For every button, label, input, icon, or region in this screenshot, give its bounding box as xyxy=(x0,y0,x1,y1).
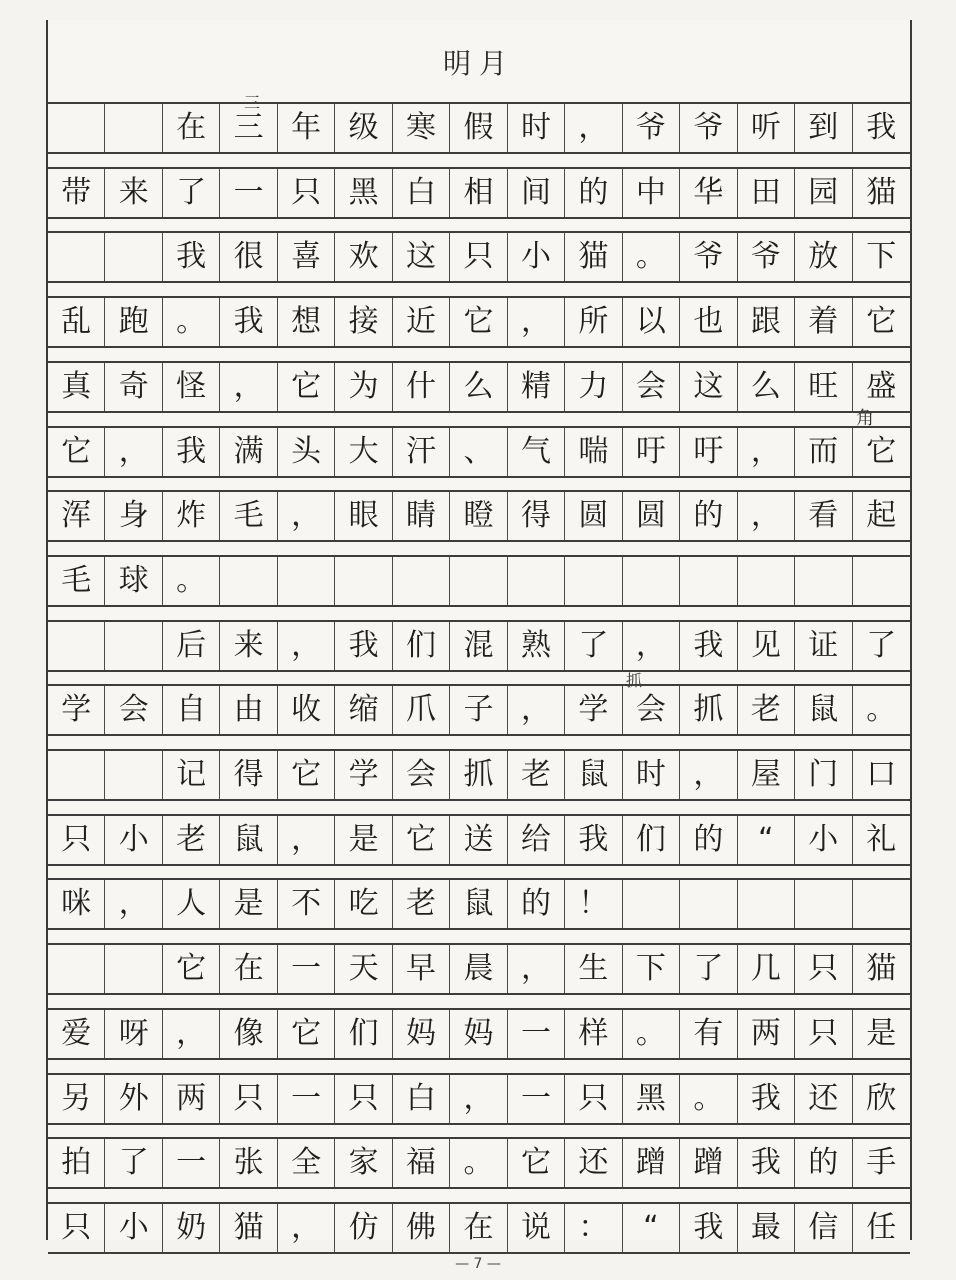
grid-cell: 。 xyxy=(866,692,897,728)
grid-cell: 得 xyxy=(508,492,565,540)
grid-cell: 。 xyxy=(163,557,220,605)
grid-cell: 近 xyxy=(393,298,450,346)
grid-cell: 欣 xyxy=(866,1080,897,1116)
grid-cell: 们 xyxy=(335,1010,392,1058)
grid-cell: 吁 xyxy=(623,428,680,476)
insert-note: 抓 xyxy=(626,671,643,690)
grid-cell: 气 xyxy=(508,428,565,476)
grid-cell: 来 xyxy=(105,169,162,217)
grid-cell: 黑 xyxy=(623,1075,680,1123)
grid-cell xyxy=(450,557,507,605)
grid-cell: 猫 xyxy=(866,951,897,987)
grid-cell: 爷 xyxy=(623,104,680,152)
grid-cell: 来 xyxy=(220,622,277,670)
grid-cell: 奶 xyxy=(163,1204,220,1252)
grid-cell xyxy=(48,945,105,993)
grid-cell: ， xyxy=(508,298,565,346)
grid-cell: 圆 xyxy=(565,492,622,540)
grid-cell: 小 xyxy=(105,816,162,864)
grid-cell: 这 xyxy=(680,363,737,411)
grid-cell xyxy=(623,880,680,928)
grid-cell: 我 xyxy=(738,1075,795,1123)
grid-row xyxy=(48,102,910,154)
grid-cell: 有 xyxy=(680,1010,737,1058)
grid-cell: 只 xyxy=(335,1075,392,1123)
grid-cell: 也 xyxy=(680,298,737,346)
grid-cell: 混 xyxy=(450,622,507,670)
grid-cell: 喘 xyxy=(565,428,622,476)
grid-cell: ， xyxy=(450,1075,507,1123)
grid-cell: 只 xyxy=(450,233,507,281)
grid-cell xyxy=(680,880,737,928)
grid-cell: 在 xyxy=(220,945,277,993)
grid-cell: 爷 xyxy=(680,104,737,152)
grid-cell: 天 xyxy=(335,945,392,993)
grid-cell: 是 xyxy=(220,880,277,928)
grid-cell: 给 xyxy=(508,816,565,864)
grid-cell: 么 xyxy=(738,363,795,411)
grid-cell: 黑 xyxy=(335,169,392,217)
grid-cell: 是 xyxy=(335,816,392,864)
grid-cell: 跑 xyxy=(105,298,162,346)
grid-cell xyxy=(680,557,737,605)
grid-cell xyxy=(105,104,162,152)
grid-cell: 它 xyxy=(450,298,507,346)
grid-cell: 抓 xyxy=(680,686,737,734)
grid-cell: ， xyxy=(508,945,565,993)
grid-cell: 。 xyxy=(450,1139,507,1187)
grid-cell: 睛 xyxy=(393,492,450,540)
grid-cell: 张 xyxy=(220,1139,277,1187)
grid-cell: 说 xyxy=(508,1204,565,1252)
grid-cell: 一 xyxy=(278,1075,335,1123)
grid-cell: 证 xyxy=(795,622,852,670)
grid-cell: 福 xyxy=(393,1139,450,1187)
grid-cell: ， xyxy=(565,104,622,152)
grid-cell: 到 xyxy=(795,104,852,152)
grid-cell: 寒 xyxy=(393,104,450,152)
grid-cell xyxy=(105,233,162,281)
grid-cell: 。 xyxy=(623,1010,680,1058)
grid-cell: 学 xyxy=(565,686,622,734)
grid-cell: 所 xyxy=(565,298,622,346)
grid-row xyxy=(48,167,910,219)
grid-cell: 信 xyxy=(795,1204,852,1252)
grid-cell: 爱 xyxy=(48,1010,105,1058)
grid-cell: 为 xyxy=(335,363,392,411)
grid-cell: 真 xyxy=(48,363,105,411)
grid-cell: 它 xyxy=(866,433,897,469)
grid-cell: 老 xyxy=(163,816,220,864)
grid-cell: ， xyxy=(738,492,795,540)
grid-cell: 只 xyxy=(220,1075,277,1123)
grid-cell: 只 xyxy=(278,169,335,217)
grid-cell xyxy=(335,557,392,605)
grid-cell: 一 xyxy=(163,1139,220,1187)
grid-cell: 而 xyxy=(795,428,852,476)
grid-cell: 一 xyxy=(508,1010,565,1058)
grid-cell: 外 xyxy=(105,1075,162,1123)
grid-cell: 任 xyxy=(866,1209,897,1245)
grid-cell: 几 xyxy=(738,945,795,993)
grid-cell: 看 xyxy=(795,492,852,540)
grid-cell: 由 xyxy=(220,686,277,734)
margin-note: 三 xyxy=(244,93,261,112)
grid-cell: 会 xyxy=(623,686,680,734)
grid-cell: ， xyxy=(220,363,277,411)
grid-cell: 旺 xyxy=(795,363,852,411)
grid-cell: 接 xyxy=(335,298,392,346)
grid-cell: 下 xyxy=(623,945,680,993)
grid-cell: 只 xyxy=(795,1010,852,1058)
grid-cell: 妈 xyxy=(393,1010,450,1058)
grid-cell: 白 xyxy=(393,169,450,217)
grid-cell: 我 xyxy=(565,816,622,864)
grid-row xyxy=(48,231,910,283)
grid-cell: 以 xyxy=(623,298,680,346)
grid-cell: 手 xyxy=(866,1145,897,1181)
grid-cell: 记 xyxy=(163,751,220,799)
grid-cell xyxy=(105,751,162,799)
grid-cell: 学 xyxy=(48,686,105,734)
grid-cell: 炸 xyxy=(163,492,220,540)
page-footer: — 7 — xyxy=(455,1256,501,1272)
grid-cell: 了 xyxy=(163,169,220,217)
grid-cell: ， xyxy=(105,428,162,476)
grid-cell: 。 xyxy=(680,1075,737,1123)
essay-title: 明月 xyxy=(442,47,515,80)
grid-cell: 它 xyxy=(163,945,220,993)
grid-cell: 会 xyxy=(105,686,162,734)
grid-cell xyxy=(393,557,450,605)
grid-cell: 满 xyxy=(220,428,277,476)
grid-cell: 我 xyxy=(163,428,220,476)
grid-cell: 妈 xyxy=(450,1010,507,1058)
grid-cell xyxy=(220,557,277,605)
grid-cell: 两 xyxy=(738,1010,795,1058)
grid-row xyxy=(48,943,910,995)
grid-cell: 了 xyxy=(680,945,737,993)
grid-cell xyxy=(738,880,795,928)
grid-cell: ， xyxy=(278,622,335,670)
grid-cell: ， xyxy=(738,428,795,476)
grid-cell: 它 xyxy=(278,751,335,799)
grid-row xyxy=(48,296,910,348)
grid-cell: 年 xyxy=(278,104,335,152)
grid-cell: 它 xyxy=(48,428,105,476)
grid-cell: 的 xyxy=(565,169,622,217)
grid-cell: ， xyxy=(278,816,335,864)
grid-cell: 猫 xyxy=(220,1204,277,1252)
grid-cell: 佛 xyxy=(393,1204,450,1252)
grid-cell: 放 xyxy=(795,233,852,281)
grid-cell: 最 xyxy=(738,1204,795,1252)
grid-cell: 老 xyxy=(393,880,450,928)
grid-cell: 的 xyxy=(680,816,737,864)
grid-cell: 只 xyxy=(48,816,105,864)
grid-cell: 另 xyxy=(48,1075,105,1123)
grid-row xyxy=(48,1137,910,1189)
grid-cell: 呀 xyxy=(105,1010,162,1058)
grid-cell xyxy=(623,557,680,605)
grid-cell xyxy=(48,233,105,281)
grid-cell: 毛 xyxy=(220,492,277,540)
grid-cell: 下 xyxy=(866,239,897,275)
grid-cell: 我 xyxy=(335,622,392,670)
grid-cell: 怪 xyxy=(163,363,220,411)
grid-cell: 我 xyxy=(866,110,897,145)
grid-cell: 像 xyxy=(220,1010,277,1058)
grid-cell: 小 xyxy=(508,233,565,281)
grid-cell: 鼠 xyxy=(795,686,852,734)
grid-cell: 两 xyxy=(163,1075,220,1123)
grid-row xyxy=(48,426,910,478)
grid-cell: 屋 xyxy=(738,751,795,799)
grid-cell: 咪 xyxy=(48,880,105,928)
grid-cell: 猫 xyxy=(866,174,897,210)
grid-cell: 我 xyxy=(680,622,737,670)
grid-cell: 门 xyxy=(795,751,852,799)
grid-cell xyxy=(565,557,622,605)
grid-cell: 么 xyxy=(450,363,507,411)
grid-cell: 鼠 xyxy=(450,880,507,928)
grid-cell xyxy=(795,880,852,928)
grid-cell xyxy=(738,557,795,605)
composition-sheet xyxy=(46,20,912,1245)
grid-cell: 三 xyxy=(220,104,277,152)
grid-cell: 们 xyxy=(393,622,450,670)
grid-cell: 一 xyxy=(220,169,277,217)
grid-cell xyxy=(795,557,852,605)
grid-cell: 级 xyxy=(335,104,392,152)
grid-cell xyxy=(48,751,105,799)
grid-cell: 生 xyxy=(565,945,622,993)
grid-cell: 全 xyxy=(278,1139,335,1187)
grid-cell xyxy=(48,622,105,670)
grid-cell: 毛 xyxy=(48,557,105,605)
grid-cell: 只 xyxy=(565,1075,622,1123)
grid-cell: 我 xyxy=(220,298,277,346)
grid-cell: 晨 xyxy=(450,945,507,993)
grid-cell: ： xyxy=(565,1204,622,1252)
grid-cell: 会 xyxy=(623,363,680,411)
grid-row xyxy=(48,620,910,672)
grid-cell: 我 xyxy=(163,233,220,281)
grid-cell: 。 xyxy=(623,233,680,281)
grid-cell: 盛 xyxy=(866,368,897,404)
grid-cell: 田 xyxy=(738,169,795,217)
grid-cell: ， xyxy=(105,880,162,928)
grid-cell: ！ xyxy=(565,880,622,928)
grid-cell: 带 xyxy=(48,169,105,217)
grid-cell: 很 xyxy=(220,233,277,281)
grid-cell xyxy=(48,104,105,152)
grid-cell: 它 xyxy=(278,1010,335,1058)
grid-cell: 球 xyxy=(105,557,162,605)
grid-cell: 华 xyxy=(680,169,737,217)
grid-cell: 精 xyxy=(508,363,565,411)
grid-cell: 老 xyxy=(508,751,565,799)
grid-row xyxy=(48,1073,910,1125)
grid-cell: 得 xyxy=(220,751,277,799)
grid-cell: 。 xyxy=(163,298,220,346)
grid-cell: 了 xyxy=(105,1139,162,1187)
grid-cell: 间 xyxy=(508,169,565,217)
grid-cell: 不 xyxy=(278,880,335,928)
grid-cell: 大 xyxy=(335,428,392,476)
grid-cell: 起 xyxy=(866,498,897,534)
grid-cell: 头 xyxy=(278,428,335,476)
grid-row xyxy=(48,684,910,736)
grid-cell: 相 xyxy=(450,169,507,217)
grid-cell: 收 xyxy=(278,686,335,734)
grid-cell xyxy=(105,945,162,993)
grid-cell: ， xyxy=(278,1204,335,1252)
grid-cell: “ xyxy=(623,1204,680,1252)
grid-cell: 园 xyxy=(795,169,852,217)
grid-cell: 时 xyxy=(508,104,565,152)
grid-cell: 它 xyxy=(508,1139,565,1187)
grid-cell: 只 xyxy=(48,1204,105,1252)
grid-cell: 缩 xyxy=(335,686,392,734)
grid-cell: 什 xyxy=(393,363,450,411)
grid-cell: 的 xyxy=(680,492,737,540)
grid-cell: 了 xyxy=(565,622,622,670)
grid-row xyxy=(48,361,910,413)
grid-cell: 了 xyxy=(866,627,897,663)
grid-cell: 礼 xyxy=(866,821,897,857)
grid-row xyxy=(48,555,910,607)
grid-cell: 小 xyxy=(795,816,852,864)
grid-cell: 着 xyxy=(795,298,852,346)
grid-cell: 我 xyxy=(680,1204,737,1252)
grid-cell: 猫 xyxy=(565,233,622,281)
grid-cell: ， xyxy=(278,492,335,540)
grid-cell: 在 xyxy=(163,104,220,152)
grid-row xyxy=(48,878,910,930)
grid-cell: 口 xyxy=(866,757,897,792)
grid-cell: 样 xyxy=(565,1010,622,1058)
grid-cell: 学 xyxy=(335,751,392,799)
grid-cell: 抓 xyxy=(450,751,507,799)
grid-cell: 它 xyxy=(866,304,897,340)
grid-cell: 爪 xyxy=(393,686,450,734)
grid-cell: 还 xyxy=(795,1075,852,1123)
grid-cell xyxy=(278,557,335,605)
grid-cell: 会 xyxy=(393,751,450,799)
grid-cell: “ xyxy=(738,816,795,864)
grid-cell: 见 xyxy=(738,622,795,670)
grid-cell: 小 xyxy=(105,1204,162,1252)
grid-row xyxy=(48,1008,910,1060)
grid-cell: 的 xyxy=(508,880,565,928)
grid-cell: 奇 xyxy=(105,363,162,411)
insert-note: 角 xyxy=(856,408,874,429)
grid-cell: 自 xyxy=(163,686,220,734)
grid-cell: 乱 xyxy=(48,298,105,346)
grid-cell: 鼠 xyxy=(565,751,622,799)
grid-cell: 跟 xyxy=(738,298,795,346)
grid-cell: 假 xyxy=(450,104,507,152)
grid-cell: 吁 xyxy=(680,428,737,476)
grid-cell: 仿 xyxy=(335,1204,392,1252)
grid-cell: 鼠 xyxy=(220,816,277,864)
grid-cell: 中 xyxy=(623,169,680,217)
grid-cell: 浑 xyxy=(48,492,105,540)
grid-cell xyxy=(853,557,910,605)
grid-cell: 汗 xyxy=(393,428,450,476)
grid-cell: 它 xyxy=(278,363,335,411)
grid-cell: 早 xyxy=(393,945,450,993)
grid-cell: ， xyxy=(680,751,737,799)
grid-cell: 它 xyxy=(393,816,450,864)
grid-cell: 老 xyxy=(738,686,795,734)
grid-cell: 是 xyxy=(866,1015,897,1051)
grid-cell: 蹭 xyxy=(623,1139,680,1187)
grid-cell: ， xyxy=(163,1010,220,1058)
grid-cell: 听 xyxy=(738,104,795,152)
grid-cell: 们 xyxy=(623,816,680,864)
grid-cell xyxy=(508,557,565,605)
grid-cell: 这 xyxy=(393,233,450,281)
grid-cell: 拍 xyxy=(48,1139,105,1187)
grid-cell xyxy=(105,622,162,670)
grid-cell: 还 xyxy=(565,1139,622,1187)
grid-cell: 瞪 xyxy=(450,492,507,540)
grid-cell: 欢 xyxy=(335,233,392,281)
grid-cell: ， xyxy=(508,686,565,734)
grid-row xyxy=(48,490,910,542)
grid-cell: 身 xyxy=(105,492,162,540)
grid-cell: 送 xyxy=(450,816,507,864)
grid-cell: 一 xyxy=(508,1075,565,1123)
grid-cell: 子 xyxy=(450,686,507,734)
grid-cell: 白 xyxy=(393,1075,450,1123)
grid-cell: 吃 xyxy=(335,880,392,928)
grid-row xyxy=(48,1202,910,1254)
grid-cell: 熟 xyxy=(508,622,565,670)
grid-cell: 想 xyxy=(278,298,335,346)
grid-cell: 人 xyxy=(163,880,220,928)
grid-row xyxy=(48,814,910,866)
grid-cell: 在 xyxy=(450,1204,507,1252)
grid-cell: 后 xyxy=(163,622,220,670)
grid-cell: 、 xyxy=(450,428,507,476)
grid-row xyxy=(48,749,910,801)
grid-cell: 圆 xyxy=(623,492,680,540)
grid-cell: 蹭 xyxy=(680,1139,737,1187)
grid-cell: 我 xyxy=(738,1139,795,1187)
grid-cell: 的 xyxy=(795,1139,852,1187)
grid-cell: 爷 xyxy=(680,233,737,281)
grid-cell: 只 xyxy=(795,945,852,993)
grid-cell: 一 xyxy=(278,945,335,993)
grid-cell: 家 xyxy=(335,1139,392,1187)
grid-cell: ， xyxy=(623,622,680,670)
grid-cell xyxy=(853,880,910,928)
grid-cell: 爷 xyxy=(738,233,795,281)
grid-cell: 眼 xyxy=(335,492,392,540)
grid-cell: 喜 xyxy=(278,233,335,281)
grid-cell: 力 xyxy=(565,363,622,411)
grid-cell: 时 xyxy=(623,751,680,799)
